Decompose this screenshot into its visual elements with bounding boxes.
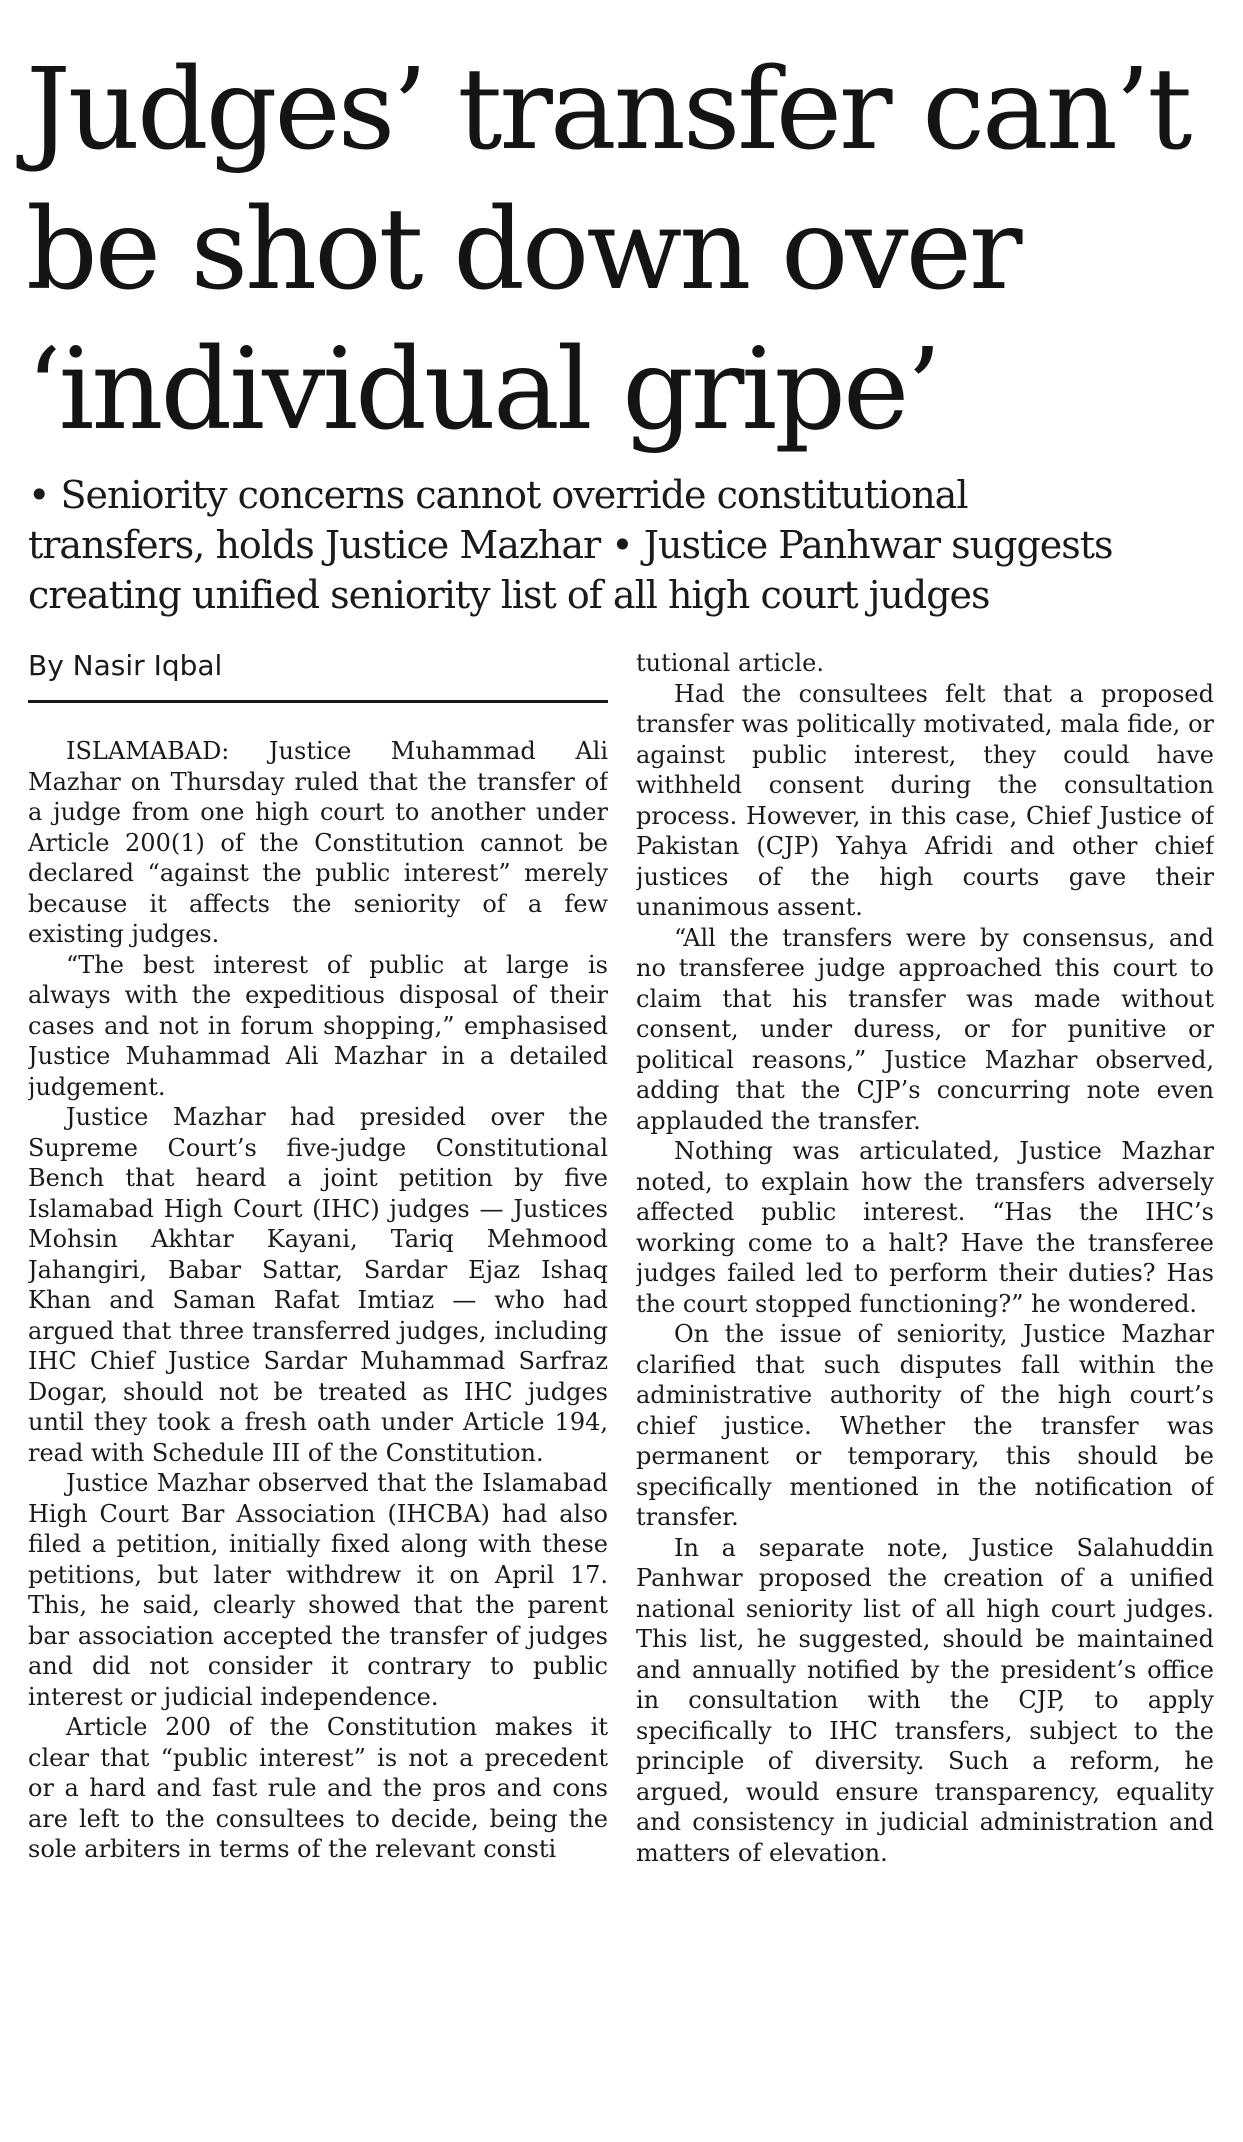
headline-line: Judges’ transfer can’t: [26, 45, 1190, 175]
article-paragraph: Article 200 of the Constitution makes it clear that “public interest” is not a precedent or a hard and fast rule and the pros and cons are left to the consultees to decide, being the sole arbiters in terms of the relevant consti: [28, 1713, 608, 1863]
headline: [26, 40, 1226, 460]
subheadline-deck: [28, 470, 1228, 620]
article-column-right: [636, 648, 1214, 2118]
article-paragraph: Nothing was articulated, Justice Mazhar noted, to explain how the transfers adversely affected public interest. “Has the IHC’s working come to a halt? Have the transferee judges failed led to perform their duties? Has the court stopped functioning?” he wondered.: [636, 1137, 1214, 1318]
article-paragraph: Justice Mazhar had presided over the Supreme Court’s five-judge Constitutional Bench that heard a joint petition by five Islamabad High Court (IHC) judges — Justices Mohsin Akhtar Kayani, Tariq Mehmood Jahangiri, Babar Sattar, Sardar Ejaz Ishaq Khan and Saman Rafat Imtiaz — who had argued that three transferred judges, including IHC Chief Justice Sardar Muhammad Sarfraz Dogar, should not be treated as IHC judges until they took a fresh oath under Article 194, read with Schedule III of the Constitution.: [28, 1103, 608, 1467]
article-paragraph: “The best interest of public at large is always with the expeditious disposal of their cases and not in forum shopping,” emphasised Justice Muhammad Ali Mazhar in a detailed judgement.: [28, 950, 608, 1101]
article-paragraph-continued: tutional article.: [636, 649, 824, 677]
headline-line: be shot down over: [26, 185, 1020, 315]
article-paragraph: On the issue of seniority, Justice Mazhar clarified that such disputes fall within the administrative authority of the high court’s chief justice. Whether the transfer was permanent or temporary, this should be specifically mentioned in the notification of transfer.: [636, 1320, 1214, 1531]
deck-line: transfers, holds Justice Mazhar • Justice Panhwar suggests: [28, 523, 1113, 567]
deck-line: • Seniority concerns cannot override constitutional: [28, 473, 968, 517]
headline-line: ‘individual gripe’: [26, 325, 939, 455]
deck-line: creating unified seniority list of all high court judges: [28, 573, 990, 617]
article-paragraph: Had the consultees felt that a proposed transfer was politically motivated, mala fide, or against public interest, they could have withheld consent during the consultation process. However, in this case, Chief Justice of Pakistan (CJP) Yahya Afridi and other chief justices of the high courts gave their unanimous assent.: [636, 679, 1214, 921]
article-paragraph: “All the transfers were by consensus, and no transferee judge approached this court to claim that his transfer was made without consent, under duress, or for punitive or political reasons,” Justice Mazhar observed, adding that the CJP’s concurring note even applauded the transfer.: [636, 923, 1214, 1135]
article-paragraph: Justice Mazhar observed that the Islamabad High Court Bar Association (IHCBA) had also filed a petition, initially fixed along with these petitions, but later withdrew it on April 17. This, he said, clearly showed that the parent bar association accepted the transfer of judges and did not consider it contrary to public interest or judicial independence.: [28, 1469, 608, 1711]
article-column-left: [28, 736, 608, 2116]
byline: By Nasir Iqbal: [28, 649, 223, 682]
article-paragraph: ISLAMABAD: Justice Muhammad Ali Mazhar on Thursday ruled that the transfer of a judge from one high court to another under Article 200(1) of the Constitution cannot be declared “against the public interest” merely because it affects the seniority of a few existing judges.: [28, 737, 608, 948]
byline-divider: [28, 700, 608, 703]
article-paragraph: In a separate note, Justice Salahuddin Panhwar proposed the creation of a unified national seniority list of all high court judges. This list, he suggested, should be maintained and annually notified by the president’s office in consultation with the CJP, to apply specifically to IHC transfers, subject to the principle of diversity. Such a reform, he argued, would ensure transparency, equality and consistency in judicial administration and matters of elevation.: [636, 1533, 1214, 1867]
